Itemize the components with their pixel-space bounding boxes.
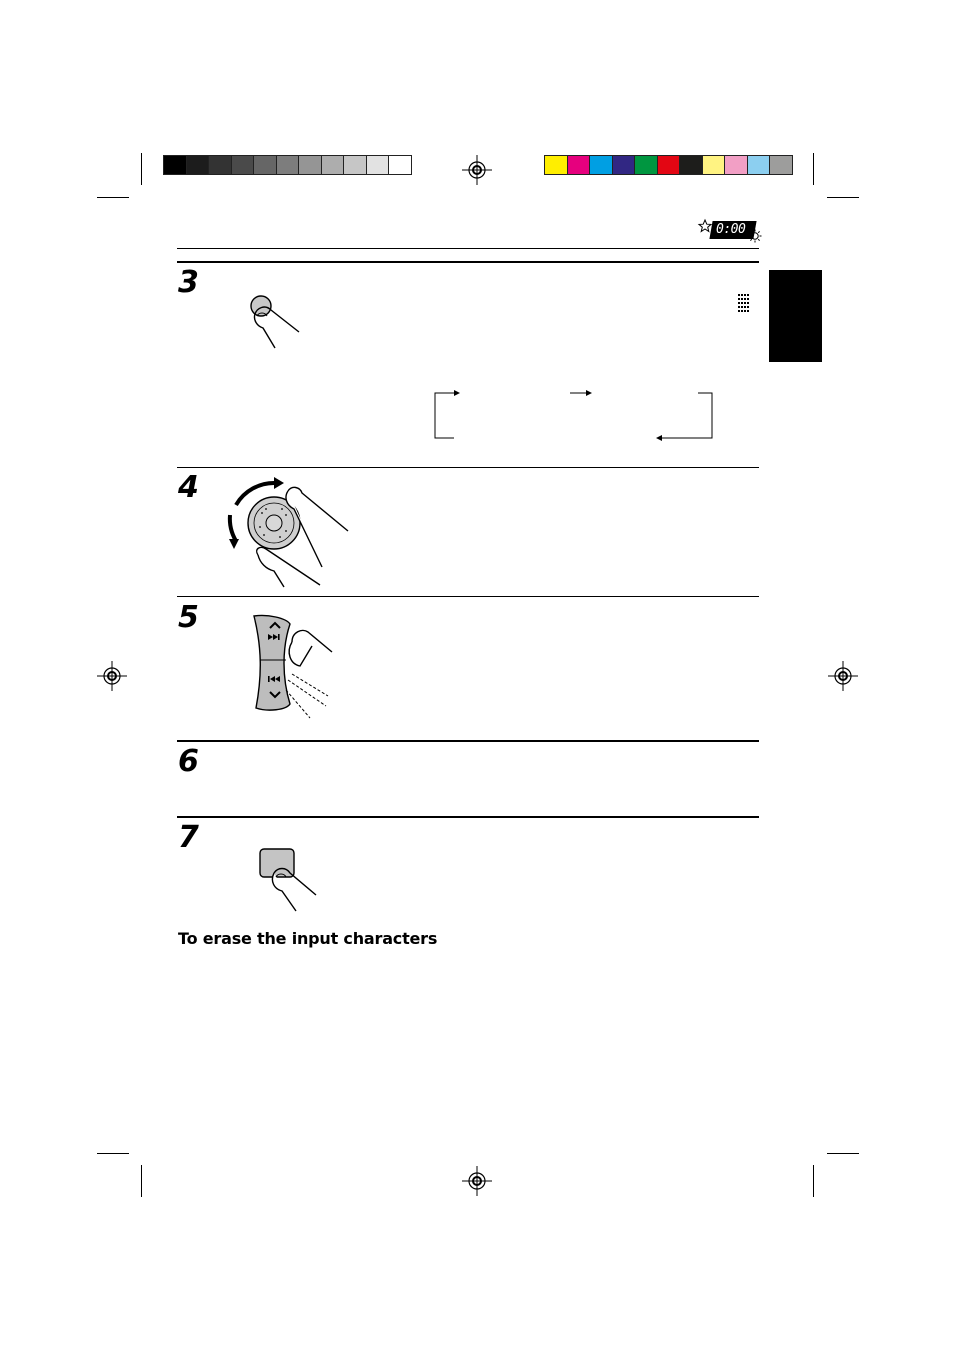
rotate-dial-icon: [222, 475, 352, 590]
press-square-button-icon: [256, 847, 320, 913]
gray-swatch: [186, 155, 210, 175]
step-4-number: 4: [178, 470, 199, 505]
crop-mark-bottom-right-v: [813, 1165, 814, 1197]
color-swatch: [589, 155, 613, 175]
crop-mark-top-left-v: [141, 153, 142, 185]
crop-mark-bottom-left-v: [141, 1165, 142, 1197]
color-swatch: [657, 155, 681, 175]
step-3-number: 3: [178, 265, 199, 300]
color-swatch: [702, 155, 726, 175]
gray-swatch: [366, 155, 390, 175]
step-3-rule: [177, 261, 759, 263]
sun-icon: [748, 229, 762, 243]
color-swatch: [634, 155, 658, 175]
registration-target-bottom-icon: [462, 1166, 492, 1196]
step-5-number: 5: [178, 600, 199, 635]
mode-cycle-diagram: [430, 385, 720, 443]
crop-mark-top-left-h: [97, 197, 129, 198]
skip-buttons-icon: [246, 612, 336, 724]
crop-mark-bottom-left-h: [97, 1153, 129, 1154]
gray-swatch: [208, 155, 232, 175]
clock-display-icon: [698, 219, 762, 243]
step-5-rule: [177, 596, 759, 597]
segment-display-icon: [738, 294, 750, 312]
color-swatch: [679, 155, 703, 175]
registration-target-right-icon: [828, 661, 858, 691]
step-6-rule: [177, 740, 759, 742]
gray-swatch: [388, 155, 412, 175]
step-4-rule: [177, 467, 759, 468]
color-swatch: [724, 155, 748, 175]
step-6-number: 6: [178, 744, 199, 779]
clock-time-text: 0:00: [716, 222, 746, 237]
header-rule: [177, 248, 759, 249]
color-swatch: [567, 155, 591, 175]
gray-swatch: [321, 155, 345, 175]
crop-mark-top-right-v: [813, 153, 814, 185]
crop-mark-top-right-h: [827, 197, 859, 198]
gray-swatch: [163, 155, 187, 175]
gray-swatch: [298, 155, 322, 175]
crop-mark-bottom-right-h: [827, 1153, 859, 1154]
gray-swatch: [276, 155, 300, 175]
color-swatch: [544, 155, 568, 175]
press-button-icon: [245, 292, 305, 350]
gray-swatch: [253, 155, 277, 175]
color-swatch: [612, 155, 636, 175]
language-side-tab: [769, 270, 822, 362]
registration-target-top-icon: [462, 155, 492, 185]
erase-characters-heading: To erase the input characters: [178, 929, 438, 948]
step-7-rule: [177, 816, 759, 818]
color-swatch: [747, 155, 771, 175]
step-7-number: 7: [178, 820, 199, 855]
color-swatch: [769, 155, 793, 175]
gray-swatch: [343, 155, 367, 175]
registration-target-left-icon: [97, 661, 127, 691]
gray-swatch: [231, 155, 255, 175]
